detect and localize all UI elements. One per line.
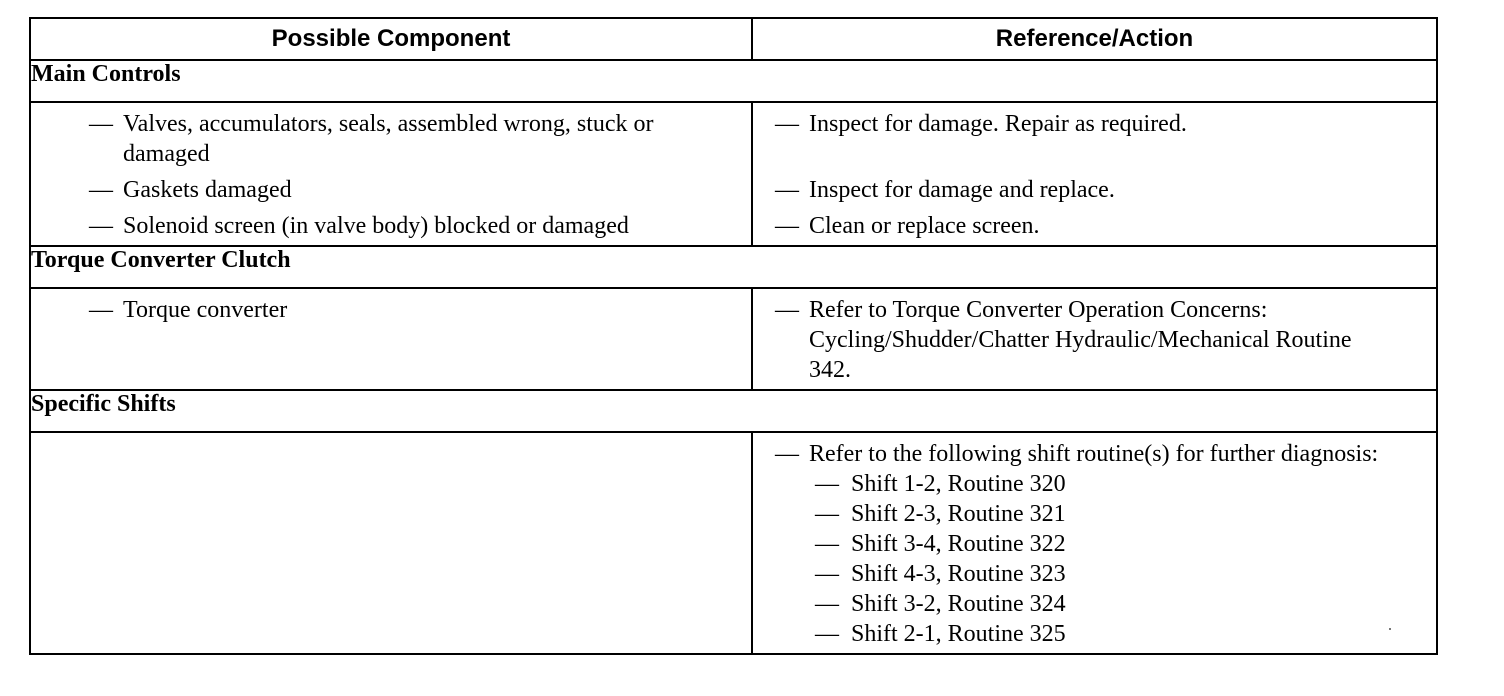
action-item: [763, 439, 1379, 469]
dash: —: [89, 177, 113, 203]
routine-item: [763, 499, 1426, 529]
routine-text: Shift 1-2, Routine 320: [851, 471, 1066, 497]
section-specific-shifts: [30, 390, 1437, 432]
routine-text: Shift 3-4, Routine 322: [851, 531, 1066, 557]
specific-shifts-body: [30, 432, 1437, 654]
dash: —: [815, 591, 839, 617]
section-title: Main Controls: [30, 60, 1437, 102]
dash: —: [815, 561, 839, 587]
component-text: Torque converter: [123, 297, 288, 323]
component-text: Valves, accumulators, seals, assembled wrong, stuck or damaged: [123, 111, 654, 167]
dash: —: [89, 213, 113, 239]
routine-text: Shift 4-3, Routine 323: [851, 561, 1066, 587]
routine-item: [763, 559, 1426, 589]
component-item: [41, 211, 741, 241]
dash: —: [89, 111, 113, 137]
component-item: [41, 109, 741, 169]
action-item: [763, 175, 1426, 205]
dash: —: [775, 177, 799, 203]
dash: —: [775, 213, 799, 239]
routine-text: Shift 3-2, Routine 324: [851, 591, 1066, 617]
dash: —: [89, 297, 113, 323]
component-item: [41, 175, 741, 205]
component-text: Gaskets damaged: [123, 177, 292, 203]
action-text: Refer to Torque Converter Operation Concerns: Cycling/Shudder/Chatter Hydraulic/Mechanical Routine 342.: [809, 297, 1352, 383]
routine-text: Shift 2-3, Routine 321: [851, 501, 1066, 527]
action-cell: [752, 102, 1437, 246]
main-controls-body: [30, 102, 1437, 246]
dash: —: [775, 441, 799, 467]
component-cell: [30, 102, 752, 246]
header-row: [30, 18, 1437, 60]
action-text: Refer to the following shift routine(s) for further diagnosis:: [809, 441, 1379, 467]
component-text: Solenoid screen (in valve body) blocked or damaged: [123, 213, 629, 239]
dash: —: [815, 621, 839, 647]
action-text: Clean or replace screen.: [809, 213, 1040, 239]
section-title: Torque Converter Clutch: [30, 246, 1437, 288]
dash: —: [815, 531, 839, 557]
action-item: [763, 109, 1426, 139]
component-item: [41, 295, 741, 325]
routine-item: [763, 589, 1426, 619]
dash: —: [815, 471, 839, 497]
header-reference-action: Reference/Action: [752, 18, 1437, 60]
routine-item: [763, 469, 1426, 499]
action-item: [763, 295, 1399, 385]
routine-item: [763, 529, 1426, 559]
section-main-controls: [30, 60, 1437, 102]
component-cell: [30, 288, 752, 390]
action-text: Inspect for damage and replace.: [809, 177, 1115, 203]
routine-item: [763, 619, 1426, 649]
component-cell-empty: [30, 432, 752, 654]
scan-speck: [1389, 628, 1391, 630]
dash: —: [775, 111, 799, 137]
section-title: Specific Shifts: [30, 390, 1437, 432]
diagnosis-table: [29, 17, 1438, 655]
action-cell: [752, 288, 1437, 390]
dash: —: [775, 297, 799, 323]
header-possible-component: Possible Component: [30, 18, 752, 60]
torque-converter-body: [30, 288, 1437, 390]
routine-text: Shift 2-1, Routine 325: [851, 621, 1066, 647]
section-torque-converter-clutch: [30, 246, 1437, 288]
action-item: [763, 211, 1426, 241]
action-cell: [752, 432, 1437, 654]
dash: —: [815, 501, 839, 527]
action-text: Inspect for damage. Repair as required.: [809, 111, 1187, 137]
